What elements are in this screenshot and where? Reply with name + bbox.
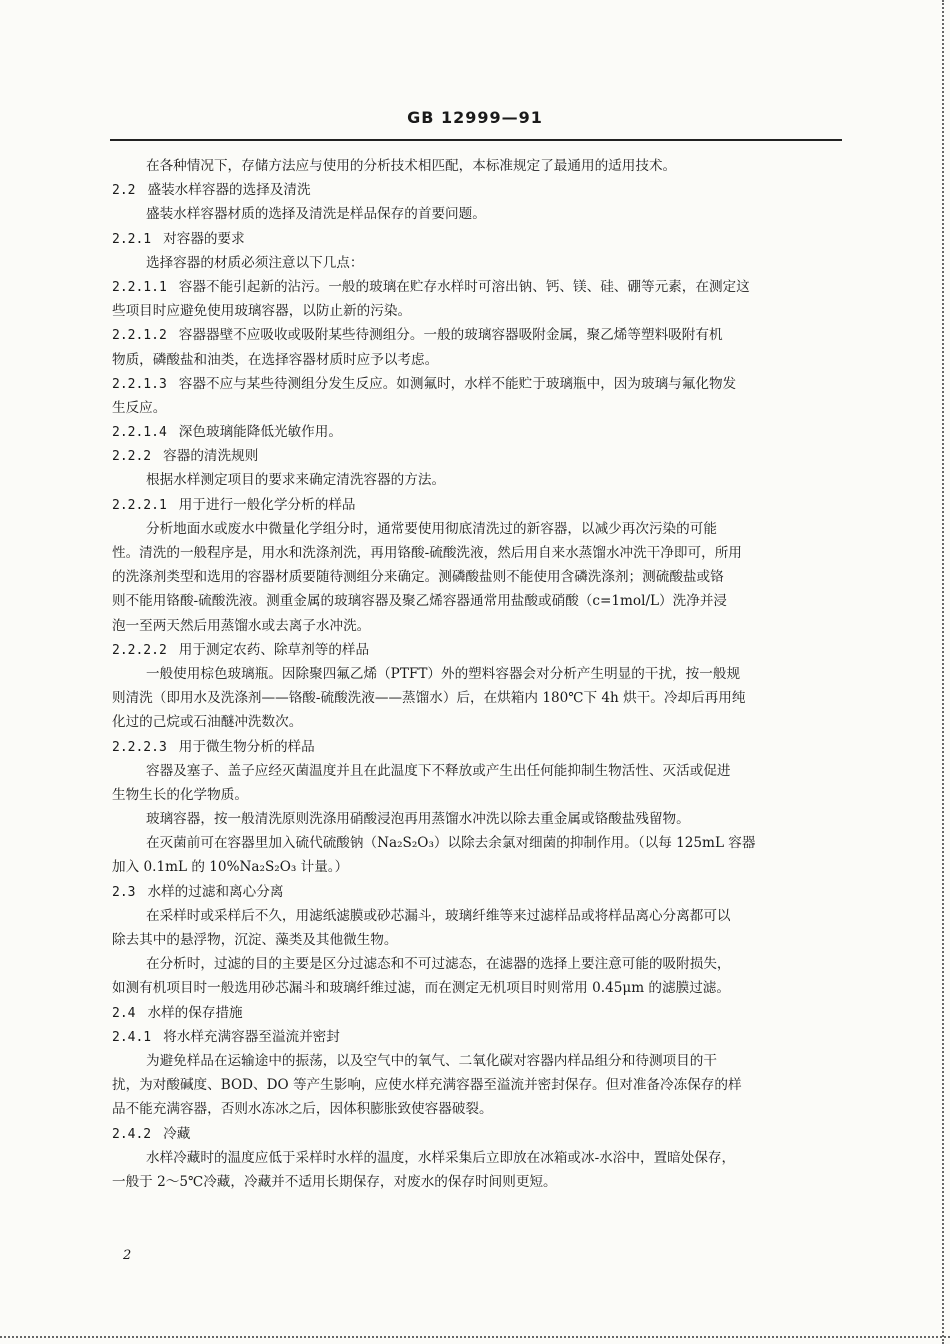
line-text: 水样的过滤和离心分离 <box>147 883 284 900</box>
line-text: 用于测定农药、除草剂等的样品 <box>178 641 370 658</box>
paragraph-line <box>112 348 842 372</box>
line-text: 用于微生物分析的样品 <box>178 738 315 755</box>
section-heading-line <box>112 227 842 251</box>
line-text: 扰，为对酸碱度、BOD、DO 等产生影响，应使水样充满容器至溢流并密封保存。但对准备冷冻保存的样 <box>112 1077 742 1094</box>
paragraph-line <box>112 396 842 420</box>
line-text: 性。清洗的一般程序是，用水和洗涤剂洗，再用铬酸-硫酸洗液，然后用自来水蒸馏水冲洗干净即可，所用 <box>112 545 742 561</box>
line-text: 深色玻璃能降低光敏作用。 <box>178 424 342 441</box>
section-heading-line <box>112 493 842 517</box>
paragraph-line <box>112 468 842 492</box>
document-body <box>112 154 842 1194</box>
line-text: 除去其中的悬浮物，沉淀、藻类及其他微生物。 <box>112 932 398 948</box>
paragraph-line <box>112 759 842 783</box>
paragraph-line <box>112 589 842 613</box>
line-text: 生物生长的化学物质。 <box>112 786 248 803</box>
section-heading-line <box>112 420 842 444</box>
section-number: 2.2.1 <box>112 231 152 247</box>
line-text: 盛装水样容器的选择及清洗 <box>147 182 311 199</box>
line-text: 在灭菌前可在容器里加入硫代硫酸钠（Na₂S₂O₃）以除去余氯对细菌的抑制作用。（以每 125mL 容器 <box>146 835 756 852</box>
paragraph-line <box>112 952 842 976</box>
page-header: GB 12999—91 <box>407 108 543 127</box>
section-number: 2.2.2.2 <box>112 642 167 658</box>
line-text: 水样的保存措施 <box>147 1004 243 1021</box>
section-heading-line <box>112 1025 842 1049</box>
paragraph-line <box>112 202 842 226</box>
section-heading-line <box>112 275 842 299</box>
line-text: 容器不能引起新的沾污。一般的玻璃在贮存水样时可溶出钠、钙、镁、硅、硼等元素，在测定这 <box>178 278 750 295</box>
line-text: 对容器的要求 <box>163 230 245 247</box>
line-text: 容器器壁不应吸收或吸附某些待测组分。一般的玻璃容器吸附金属，聚乙烯等塑料吸附有机 <box>178 327 723 344</box>
paragraph-line <box>112 976 842 1000</box>
paragraph-line <box>112 783 842 807</box>
paragraph-line <box>112 928 842 952</box>
paragraph-line <box>112 855 842 879</box>
line-text: 在采样时或采样后不久，用滤纸滤膜或砂芯漏斗，玻璃纤维等来过滤样品或将样品离心分离都可以 <box>146 907 731 924</box>
line-text: 生反应。 <box>112 399 167 416</box>
line-text: 在各种情况下，存储方法应与使用的分析技术相匹配，本标准规定了最通用的适用技术。 <box>146 158 677 174</box>
section-number: 2.4.1 <box>112 1029 152 1045</box>
paragraph-line <box>112 1170 842 1194</box>
line-text: 为避免样品在运输途中的振荡，以及空气中的氧气、二氧化碳对容器内样品组分和待测项目的干 <box>146 1052 717 1069</box>
paragraph-line <box>112 904 842 928</box>
line-text: 些项目时应避免使用玻璃容器，以防止新的污染。 <box>112 303 412 320</box>
line-text: 加入 0.1mL 的 10%Na₂S₂O₃ 计量。） <box>112 859 349 876</box>
paragraph-line <box>112 710 842 734</box>
line-text: 将水样充满容器至溢流并密封 <box>163 1028 340 1045</box>
scan-edge-right <box>942 0 944 1344</box>
line-text: 用于进行一般化学分析的样品 <box>178 496 356 513</box>
paragraph-line <box>112 251 842 275</box>
section-heading-line <box>112 1001 842 1025</box>
line-text: 的洗涤剂类型和选用的容器材质要随待测组分来确定。测磷酸盐则不能使用含磷洗涤剂；测硫酸盐或铬 <box>112 569 724 586</box>
line-text: 一般使用棕色玻璃瓶。因除聚四氟乙烯（PTFT）外的塑料容器会对分析产生明显的干扰，按一般规 <box>146 665 741 682</box>
line-text: 容器不应与某些待测组分发生反应。如测氟时，水样不能贮于玻璃瓶中，因为玻璃与氟化物发 <box>178 375 737 392</box>
line-text: 则不能用铬酸-硫酸洗液。测重金属的玻璃容器及聚乙烯容器通常用盐酸或硝酸（c=1mol/L）洗净并浸 <box>112 593 728 610</box>
line-text: 品不能充满容器，否则水冻冰之后，因体积膨胀致使容器破裂。 <box>112 1101 493 1118</box>
section-heading-line <box>112 444 842 468</box>
line-text: 盛装水样容器材质的选择及清洗是样品保存的首要问题。 <box>146 206 486 223</box>
section-number: 2.2.1.4 <box>112 425 167 441</box>
line-text: 玻璃容器，按一般清洗原则洗涤用硝酸浸泡再用蒸馏水冲洗以除去重金属或铬酸盐残留物。 <box>146 811 690 828</box>
section-heading-line <box>112 1122 842 1146</box>
section-number: 2.4.2 <box>112 1126 152 1142</box>
section-number: 2.4 <box>112 1005 136 1021</box>
paragraph-line <box>112 1097 842 1121</box>
section-number: 2.2.1.1 <box>112 279 167 295</box>
section-number: 2.2.2.3 <box>112 739 167 755</box>
paragraph-line <box>112 517 842 541</box>
line-text: 如测有机项目时一般选用砂芯漏斗和玻璃纤维过滤，而在测定无机项目时则常用 0.45μm 的滤膜过滤。 <box>112 980 730 997</box>
section-number: 2.2 <box>112 183 136 199</box>
paragraph-line <box>112 565 842 589</box>
section-heading-line <box>112 880 842 904</box>
paragraph-line <box>112 831 842 855</box>
section-number: 2.2.2 <box>112 449 152 465</box>
paragraph-line <box>112 1049 842 1073</box>
section-number: 2.2.1.3 <box>112 376 167 392</box>
paragraph-line <box>112 686 842 710</box>
paragraph-line <box>112 1146 842 1170</box>
line-text: 水样冷藏时的温度应低于采样时水样的温度，水样采集后立即放在冰箱或冰-水浴中，置暗处保存， <box>146 1149 736 1166</box>
line-text: 物质，磷酸盐和油类，在选择容器材质时应予以考虑。 <box>112 351 439 368</box>
header-rule <box>110 139 842 141</box>
section-heading-line <box>112 178 842 202</box>
section-number: 2.3 <box>112 884 136 900</box>
line-text: 容器及塞子、盖子应经灭菌温度并且在此温度下不释放或产生出任何能抑制生物活性、灭活或促进 <box>146 762 731 779</box>
paragraph-line <box>112 662 842 686</box>
paragraph-line <box>112 154 842 178</box>
page-number: 2 <box>123 1248 132 1263</box>
line-text: 则清洗（即用水及洗涤剂——铬酸-硫酸洗液——蒸馏水）后，在烘箱内 180℃下 4h 烘干。冷却后再用纯 <box>112 690 746 707</box>
paragraph-line <box>112 541 842 565</box>
line-text: 选择容器的材质必须注意以下几点： <box>146 254 364 271</box>
line-text: 在分析时，过滤的目的主要是区分过滤态和不可过滤态，在滤器的选择上要注意可能的吸附损失， <box>146 956 731 973</box>
scan-edge-bottom <box>0 1336 950 1338</box>
line-text: 化过的己烷或石油醚冲洗数次。 <box>112 714 303 731</box>
line-text: 分析地面水或废水中微量化学组分时，通常要使用彻底清洗过的新容器，以减少再次污染的可能 <box>146 520 717 537</box>
section-number: 2.2.1.2 <box>112 328 167 344</box>
paragraph-line <box>112 614 842 638</box>
section-heading-line <box>112 372 842 396</box>
paragraph-line <box>112 299 842 323</box>
line-text: 泡一至两天然后用蒸馏水或去离子水冲洗。 <box>112 617 371 634</box>
section-heading-line <box>112 735 842 759</box>
section-number: 2.2.2.1 <box>112 497 167 513</box>
line-text: 冷藏 <box>163 1125 191 1142</box>
section-heading-line <box>112 323 842 347</box>
paragraph-line <box>112 807 842 831</box>
paragraph-line <box>112 1073 842 1097</box>
line-text: 根据水样测定项目的要求来确定清洗容器的方法。 <box>146 472 446 489</box>
line-text: 容器的清洗规则 <box>163 448 259 465</box>
section-heading-line <box>112 638 842 662</box>
line-text: 一般于 2～5℃冷藏，冷藏并不适用长期保存，对废水的保存时间则更短。 <box>112 1173 557 1190</box>
